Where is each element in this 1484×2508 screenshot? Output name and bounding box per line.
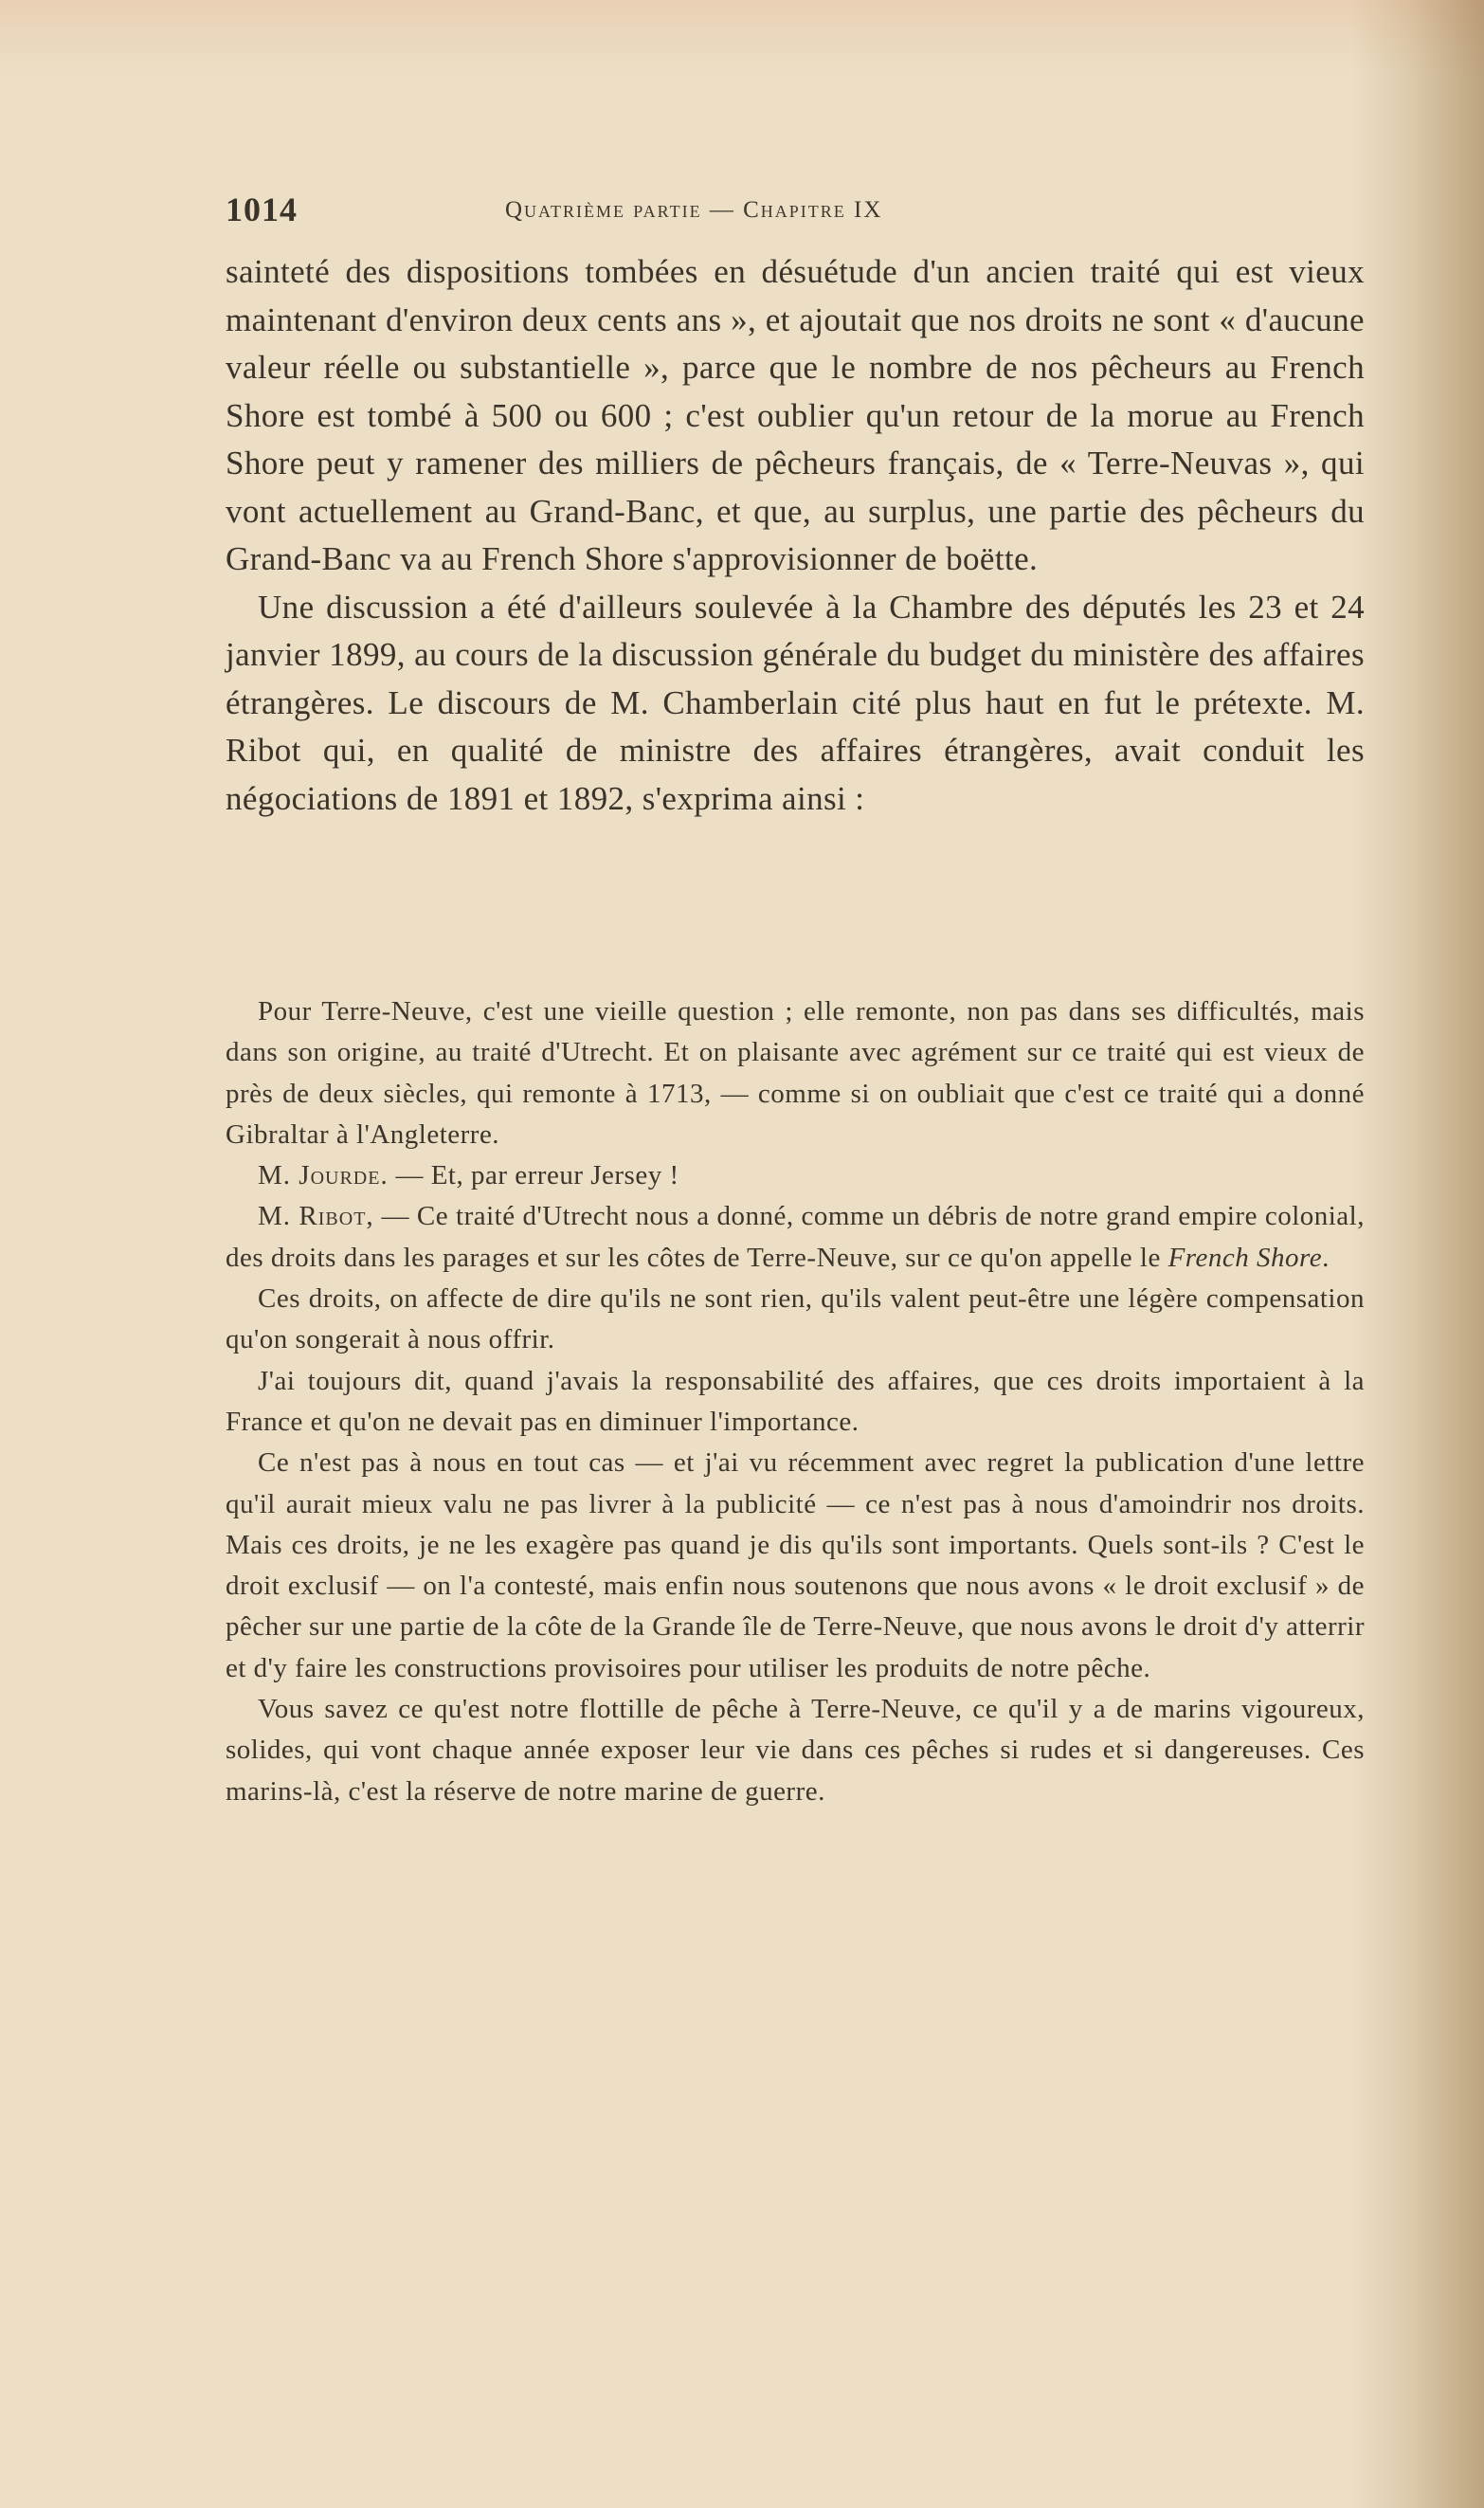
quote-paragraph: Ces droits, on affecte de dire qu'ils ne sont rien, qu'ils valent peut-être une légère compensation qu'on songerait à nous offrir. (226, 1283, 1365, 1355)
paragraph-discussion: Une discussion a été d'ailleurs soulevée à la Chambre des députés les 23 et 24 janvier 1899, au cours de la discussion générale du budget du ministère des affaires étrangères. Le discours de M. Chamberlain cité plus haut en fut le prétexte. M. Ribot qui, en qualité de ministre des affaires étrangères, avait conduit les négociations de 1891 et 1892, s'exprima ainsi : (226, 588, 1365, 817)
speech-text: — Ce traité d'Utrecht nous a donné, comme un débris de notre grand empire colonial, des droits dans les parages et sur les côtes de Terre-Neuve, sur ce qu'on appelle le (226, 1201, 1365, 1273)
quote-paragraph: Pour Terre-Neuve, c'est une vieille question ; elle remonte, non pas dans ses difficultés, mais dans son origine, au traité d'Utrecht. Et on plaisante avec agrément sur ce traité qui est vieux de près de deux siècles, qui remonte à 1713, — comme si on oubliait que c'est ce traité qui a donné Gibraltar à l'Angleterre. (226, 996, 1365, 1150)
page-number: 1014 (226, 191, 298, 228)
paragraph-continuation: sainteté des dispositions tombées en désuétude d'un ancien traité qui est vieux maintenant d'environ deux cents ans », et ajoutait que nos droits ne sont « d'aucune valeur réelle ou substantielle », parce que le nombre de nos pêcheurs au French Shore est tombé à 500 ou 600 ; c'est oublier qu'un retour de la morue au French Shore peut y ramener des milliers de pêcheurs français, de « Terre-Neuvas », qui vont actuellement au Grand-Banc, et que, au surplus, une partie des pêcheurs du Grand-Banc va au French Shore s'approvisionner de boëtte. (226, 253, 1365, 577)
italic-term: French Shore (1167, 1242, 1323, 1273)
main-text (226, 248, 1365, 823)
running-head (226, 190, 1363, 227)
speaker-name: M. Ribot, (258, 1201, 374, 1232)
speech-text-end: . (1322, 1242, 1330, 1273)
quote-paragraph: Vous savez ce qu'est notre flottille de pêche à Terre-Neuve, ce qu'il y a de marins vigoureux, solides, qui vont chaque année exposer leur vie dans ces pêches si rudes et si dangereuses. Ces marins-là, c'est la réserve de notre marine de guerre. (226, 1694, 1365, 1807)
speaker-name: M. Jourde. (258, 1160, 389, 1191)
running-title: Quatrième partie — Chapitre IX (505, 197, 883, 223)
quoted-speech (226, 991, 1365, 1812)
quote-ribot (226, 1196, 1365, 1279)
quote-paragraph: Ce n'est pas à nous en tout cas — et j'ai vu récemment avec regret la publication d'une lettre qu'il aurait mieux valu ne pas livrer à la publicité — ce n'est pas à nous d'amoindrir nos droits. Mais ces droits, je ne les exagère pas quand je dis qu'ils sont importants. Quels sont-ils ? C'est le droit exclusif — on l'a contesté, mais enfin nous soutenons que nous avons « le droit exclusif » de pêcher sur une partie de la côte de la Grande île de Terre-Neuve, que nous avons le droit d'y atterrir et d'y faire les constructions provisoires pour utiliser les produits de notre pêche. (226, 1447, 1365, 1683)
quote-interjection (226, 1155, 1365, 1196)
quote-paragraph: J'ai toujours dit, quand j'avais la responsabilité des affaires, que ces droits importaient à la France et qu'on ne devait pas en diminuer l'importance. (226, 1365, 1365, 1437)
interjection-text: — Et, par erreur Jersey ! (388, 1160, 679, 1191)
